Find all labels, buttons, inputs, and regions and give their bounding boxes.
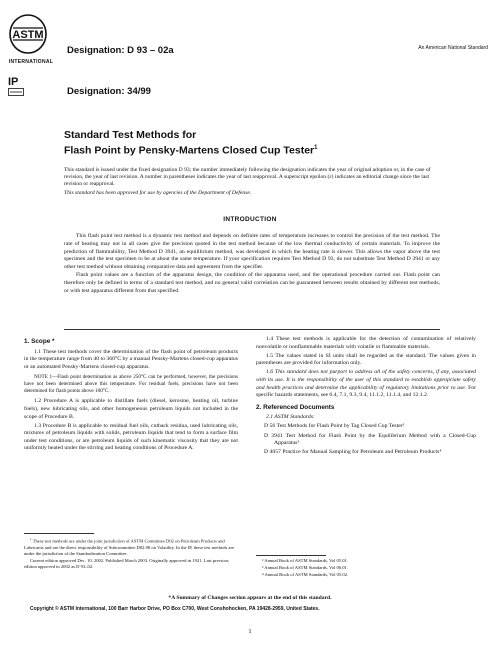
section-1-3: 1.3 Procedure B is applicable to residual fuel oils, cutback residua, used lubricating oils, mixtures of petroleum liquids with solids, petroleum liquids that tend to form a surface film under test conditions, or are petroleum liquids of such kinematic viscosity that they are not uniformly heated under the stirring and heating conditions of Procedure A.: [24, 422, 238, 452]
footnote-4: ⁴ Annual Book of ASTM Standards, Vol 05.02.: [262, 572, 349, 577]
page-title: [64, 129, 317, 158]
publisher-tag: An American National Standard: [418, 45, 488, 51]
copyright: Copyright © ASTM International, 100 Barr Harbor Drive, PO Box C700, West Conshohocken, PA 19428-2959, United States.: [30, 606, 320, 612]
astm-logo-icon: [8, 14, 48, 58]
page-number: 1: [248, 628, 252, 635]
title-line-1: Standard Test Methods for: [64, 129, 197, 141]
issue-note: This standard is issued under the fixed designation D 93; the number immediately following the designation indicates the year of original adoption or, in the case of revision, the year of last revision. A number in parentheses indicates the year of last reapproval. A superscript epsilon (ε) indicates an editorial change since the last revision or reapproval.: [64, 167, 431, 187]
footnote-divider-right: [256, 555, 326, 556]
reference-d56: D 56 Test Methods for Flash Point by Tag Closed Cup Tester²: [264, 423, 405, 430]
left-column: [24, 336, 238, 455]
summary-of-changes-note: *A Summary of Changes section appears at the end of this standard.: [168, 595, 332, 601]
hazard-statement: For specific hazards statements, see 6.4, 7.1, 9.3, 9.4, 11.1.2, 11.1.4, and 12.1.2.: [256, 384, 477, 399]
footnote-2: ² Annual Book of ASTM Standards, Vol 05.01.: [262, 558, 348, 563]
astm-standards-heading: 2.1 ASTM Standards:: [266, 414, 315, 421]
title-footnote-ref: 1: [314, 145, 318, 151]
ip-emblem-icon: [8, 88, 24, 96]
introduction-paragraph-1: This flash point test method is a dynamic test method and depends on definite rates of temperature increases to control the precision of the test method. The rate of heating may not in all cases give the precision quoted in the test method because of the low thermal conductivity of certain materials. To improve the prediction of flammability, Test Method D 3941, an equilibrium method, was developed in which the heating rate is slower. This allows the vapor above the test specimen and the test specimen to be at about the same temperature. If your specification requires Test Method D 93, do not substitute Test Method D 3941 or any other test method without obtaining comparative data and agreement from the specifier.: [64, 233, 440, 271]
svg-text:ASTM: ASTM: [12, 29, 44, 41]
footnotes-right: [256, 558, 476, 579]
ip-designation: Designation: 34/99: [67, 86, 151, 97]
reference-d3941: D 3941 Test Method for Flash Point by the Equilibrium Method with a Closed-Cup Apparatus³: [264, 432, 476, 447]
intro-divider: [64, 329, 440, 330]
logo-text: INTERNATIONAL: [8, 59, 54, 65]
referenced-documents-heading: 2. Referenced Documents: [256, 403, 335, 411]
note-1: NOTE 1—Flash point determination as above 250°C can be performed, however, the precisions have not been determined above this temperature. For residual fuels, precisions have not been determined for flash points above 100°C.: [24, 374, 238, 395]
dod-note: This standard has been approved for use by agencies of the Department of Defense.: [64, 190, 252, 196]
astm-logo: [8, 14, 54, 65]
right-column: [256, 336, 476, 458]
footnote-1: $^1$ These test methods are under the joint jurisdiction of ASTM Committee D02 on Petroleum Products and Lubricants and are the direct responsibility of Subcommittee D02.08 on Volatility. In the IP, these test methods are under the jurisdiction of the Standardization Committee.: [24, 537, 235, 556]
section-1-4: 1.4 These test methods is applicable for the detection of contamination of relatively nonvolatile or nonflammable materials with volatile or flammable materials.: [256, 336, 476, 350]
footnote-divider-left: [24, 533, 94, 534]
title-line-2: Flash Point by Pensky-Martens Closed Cup Tester: [64, 144, 315, 157]
designation: Designation: D 93 – 02a: [67, 45, 174, 56]
introduction-heading: INTRODUCTION: [223, 216, 277, 223]
safety-statement: 1.6 This standard does not purport to address all of the safety concerns, if any, associated with its use. It is the responsibility of the user of this standard to establish appropriate safety and health practices and determine the applicability of regulatory limitations prior to use.: [256, 369, 476, 391]
footnote-3: ³ Annual Book of ASTM Standards, Vol 06.01.: [262, 565, 348, 570]
ip-logo-text: IP: [8, 76, 19, 88]
section-1-6: [256, 369, 476, 399]
footnotes-left: [24, 536, 238, 571]
reference-d4057: D 4057 Practice for Manual Sampling for Petroleum and Petroleum Products⁴: [264, 449, 442, 456]
scope-heading: 1. Scope *: [24, 338, 55, 345]
section-1-2: 1.2 Procedure A is applicable to distillate fuels (diesel, kerosine, heating oil, turbine fuels), new lubricating oils, and other homogeneous petroleum liquids not included in the scope of Procedure B.: [24, 398, 238, 420]
section-1-1: 1.1 These test methods cover the determination of the flash point of petroleum products in the temperature range from 40 to 360°C by a manual Pensky-Martens closed-cup apparatus or an automated Pensky-Martens closed-cup apparatus.: [24, 348, 238, 370]
section-1-5: 1.5 The values stated in SI units shall be regarded as the standard. The values given in parentheses are provided for information only.: [256, 352, 476, 367]
introduction-body: [64, 233, 440, 295]
ip-logo: [8, 77, 24, 98]
introduction-paragraph-2: Flash point values are a function of the apparatus design, the condition of the apparatus used, and the operational procedure carried out. Flash point can therefore only be defined in terms of a standard test method, and no general valid correlation can be guaranteed between results obtained by different test methods, or with test apparatus different from that specified.: [64, 271, 440, 294]
footnote-1b: Current edition approved Dec. 10, 2002. Published March 2003. Originally approved in 1921. Last previous edition approved in 2002 as D 93–02.: [24, 557, 229, 569]
